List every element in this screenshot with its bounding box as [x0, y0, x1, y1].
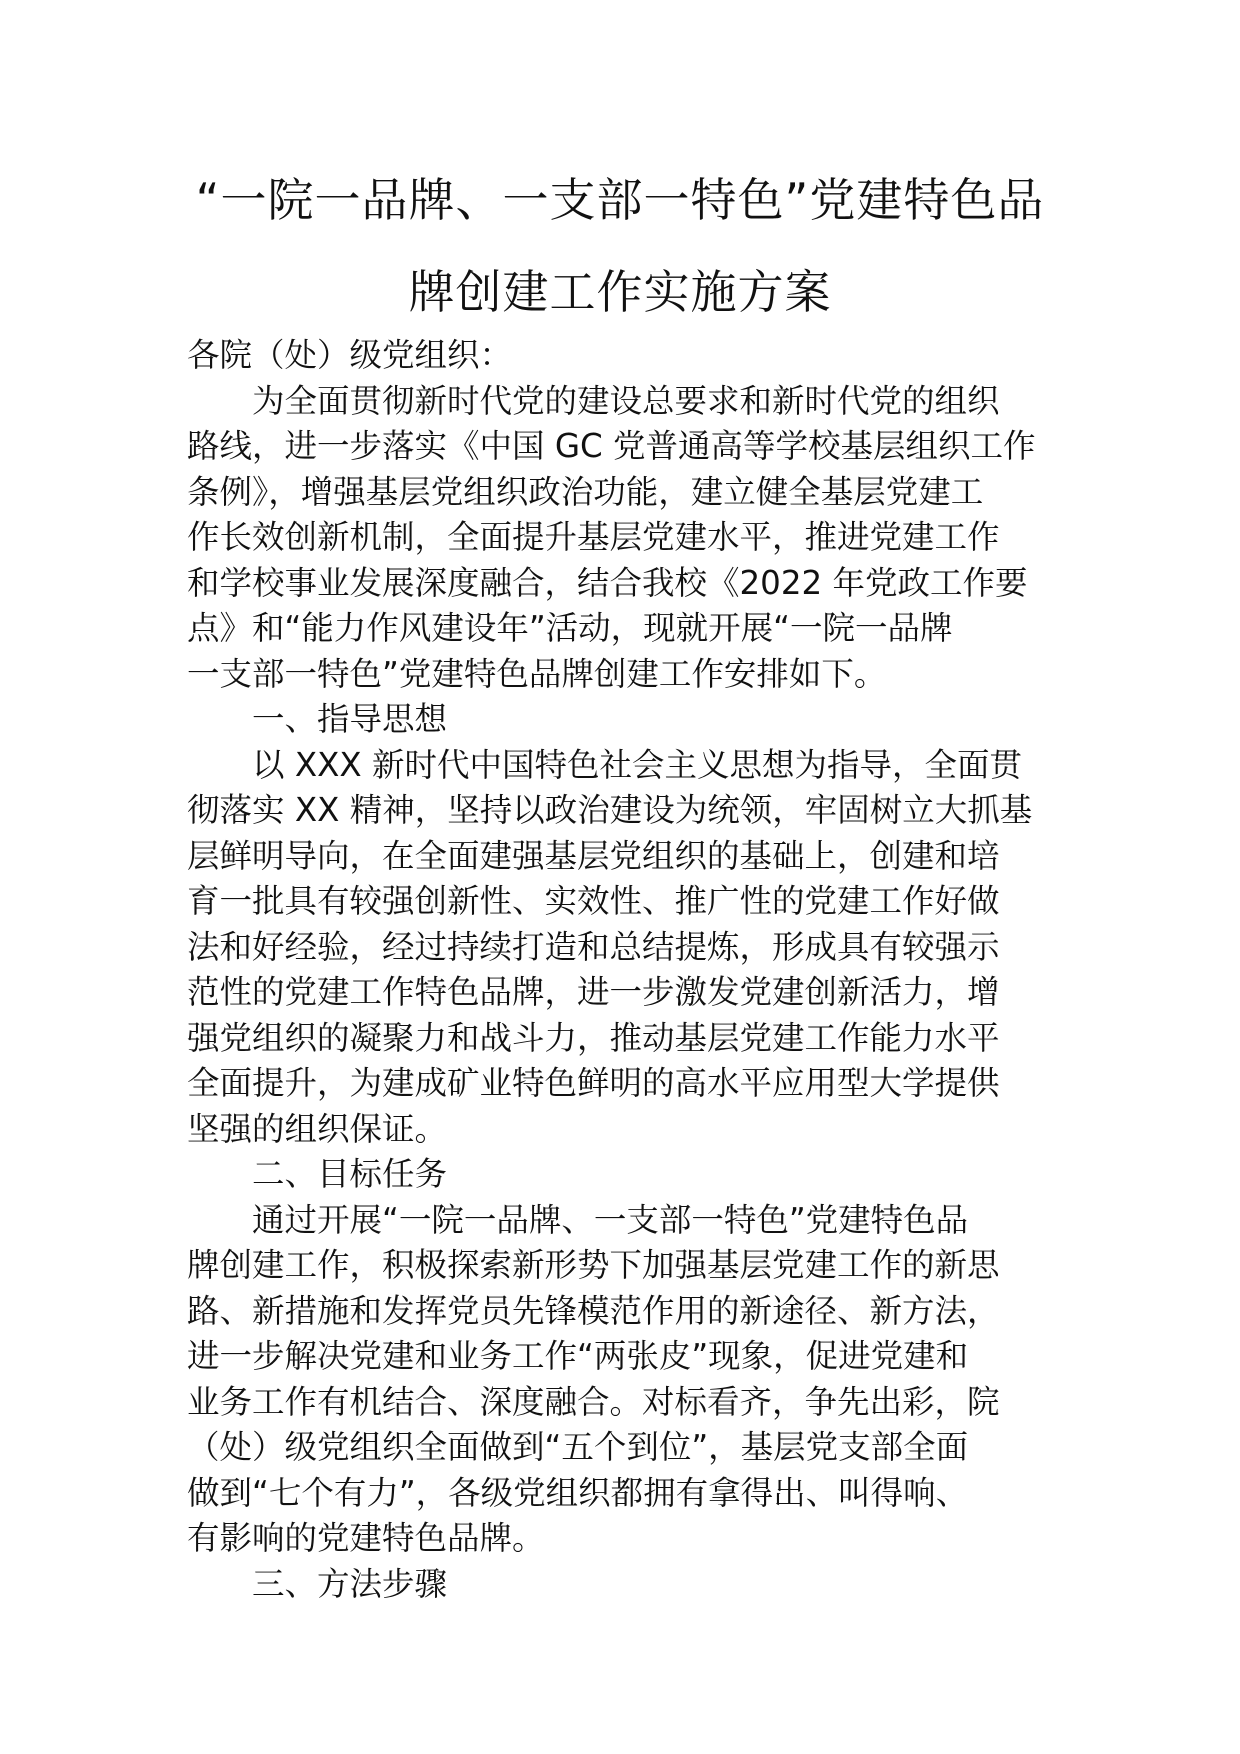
paragraph-line: 强党组织的凝聚力和战斗力，推动基层党建工作能力水平 — [187, 1018, 1000, 1057]
paragraph-line: 为全面贯彻新时代党的建设总要求和新时代党的组织 — [252, 381, 1000, 420]
paragraph-line: 一支部一特色”党建特色品牌创建工作安排如下。 — [187, 654, 887, 693]
paragraph-line: 坚强的组织保证。 — [187, 1109, 448, 1148]
paragraph-line: 作长效创新机制，全面提升基层党建水平，推进党建工作 — [187, 518, 1000, 556]
paragraph-line: 彻落实 XX 精神，坚持以政治建设为统领，牢固树立大抓基 — [187, 791, 1033, 829]
paragraph-line: 路线，进一步落实《中国 GC 党普通高等学校基层组织工作 — [187, 427, 1036, 465]
document-body — [187, 333, 1057, 1607]
paragraph-line: 育一批具有较强创新性、实效性、推广性的党建工作好做 — [187, 882, 1000, 920]
paragraph-line: 点》和“能力作风建设年”活动，现就开展“一院一品牌 — [187, 609, 953, 647]
paragraph-line: 层鲜明导向，在全面建强基层党组织的基础上，创建和培 — [187, 836, 1000, 875]
paragraph-line: 条例》，增强基层党组织政治功能，建立健全基层党建工 — [187, 472, 984, 511]
paragraph-line: 通过开展“一院一品牌、一支部一特色”党建特色品 — [252, 1200, 969, 1239]
paragraph-line: 和学校事业发展深度融合，结合我校《2022 年党政工作要 — [187, 563, 1028, 602]
paragraph-line: 路、新措施和发挥党员先锋模范作用的新途径、新方法， — [187, 1291, 1000, 1330]
paragraph-line: 做到“七个有力”，各级党组织都拥有拿得出、叫得响、 — [187, 1473, 969, 1512]
paragraph-line: 进一步解决党建和业务工作“两张皮”现象，促进党建和 — [187, 1337, 969, 1375]
document-title-line-1: “一院一品牌、一支部一特色”党建特色品 — [195, 173, 1045, 227]
section-heading-1: 一、指导思想 — [252, 700, 448, 738]
paragraph-line: 业务工作有机结合、深度融合。对标看齐，争先出彩，院 — [187, 1382, 1000, 1421]
salutation-line: 各院（处）级党组织： — [187, 336, 513, 374]
paragraph-line: 以 XXX 新时代中国特色社会主义思想为指导，全面贯 — [252, 745, 1022, 784]
paragraph-line: 全面提升，为建成矿业特色鲜明的高水平应用型大学提供 — [187, 1064, 1000, 1102]
paragraph-line: （处）级党组织全面做到“五个到位”，基层党支部全面 — [187, 1428, 969, 1466]
paragraph-line: 范性的党建工作特色品牌，进一步激发党建创新活力，增 — [187, 973, 1000, 1011]
paragraph-line: 有影响的党建特色品牌。 — [187, 1519, 545, 1557]
paragraph-line: 法和好经验，经过持续打造和总结提炼，形成具有较强示 — [187, 927, 1000, 966]
section-heading-3: 三、方法步骤 — [252, 1564, 448, 1603]
document-title-line-2: 牌创建工作实施方案 — [408, 265, 832, 319]
paragraph-line: 牌创建工作，积极探索新形势下加强基层党建工作的新思 — [187, 1246, 1000, 1284]
section-heading-2: 二、目标任务 — [252, 1155, 448, 1193]
